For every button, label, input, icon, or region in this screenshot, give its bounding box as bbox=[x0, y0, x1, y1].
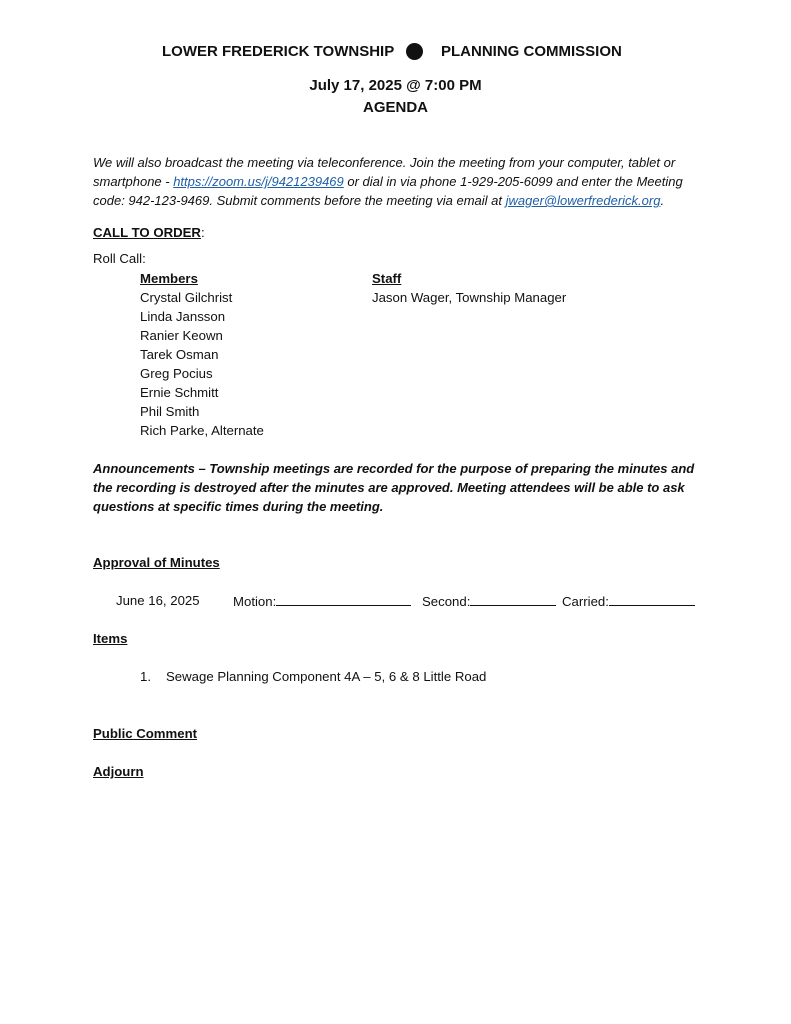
member-name: Rich Parke, Alternate bbox=[140, 423, 264, 438]
minutes-date: June 16, 2025 bbox=[116, 593, 200, 608]
roll-call-label: Roll Call: bbox=[93, 251, 146, 266]
second-label: Second: bbox=[422, 594, 471, 609]
call-to-order-heading bbox=[93, 225, 205, 240]
bullet-dot-icon bbox=[406, 43, 423, 60]
item-text: Sewage Planning Component 4A – 5, 6 & 8 Little Road bbox=[166, 669, 487, 684]
announcements: Announcements – Township meetings are recorded for the purpose of preparing the minutes and the recording is destroyed after the minutes are approved. Meeting attendees will be able to ask questions at specific times during the meeting. bbox=[93, 461, 695, 514]
intro-text: . bbox=[660, 193, 665, 208]
meeting-datetime: July 17, 2025 @ 7:00 PM bbox=[309, 77, 482, 94]
colon: : bbox=[200, 225, 205, 240]
members-heading: Members bbox=[140, 271, 198, 286]
email-link[interactable]: jwager@lowerfrederick.org bbox=[505, 193, 661, 208]
member-name: Linda Jansson bbox=[140, 309, 226, 324]
carried-blank bbox=[609, 593, 695, 606]
member-name: Tarek Osman bbox=[140, 347, 219, 362]
member-name: Ernie Schmitt bbox=[140, 385, 219, 400]
second-field bbox=[422, 593, 556, 609]
staff-name: Jason Wager, Township Manager bbox=[372, 290, 567, 305]
motion-blank bbox=[276, 593, 411, 606]
township-name: LOWER FREDERICK TOWNSHIP bbox=[162, 43, 395, 60]
member-name: Greg Pocius bbox=[140, 366, 213, 381]
section-heading: CALL TO ORDER bbox=[93, 225, 201, 240]
intro-text: or dial in via phone 1-929-205-6099 and enter the Meeting code: 942-123-9469. Submit comments before the meeting via email at bbox=[93, 174, 683, 208]
item-number: 1. bbox=[140, 669, 151, 684]
carried-label: Carried: bbox=[562, 594, 609, 609]
motion-label: Motion: bbox=[233, 594, 277, 609]
intro-text: We will also broadcast the meeting via teleconference. Join the meeting from your computer, tablet or smartphone - bbox=[93, 155, 676, 189]
teleconference-notice bbox=[93, 153, 713, 210]
second-blank bbox=[470, 593, 556, 606]
adjourn-heading: Adjourn bbox=[93, 764, 144, 779]
zoom-link[interactable]: https://zoom.us/j/9421239469 bbox=[173, 174, 344, 189]
document-title bbox=[0, 41, 791, 63]
public-comment-heading: Public Comment bbox=[93, 726, 198, 741]
staff-heading: Staff bbox=[372, 271, 402, 286]
commission-name: PLANNING COMMISSION bbox=[441, 43, 622, 60]
member-name: Crystal Gilchrist bbox=[140, 290, 233, 305]
motion-field bbox=[233, 593, 411, 609]
carried-field bbox=[562, 593, 695, 609]
agenda-label: AGENDA bbox=[362, 99, 428, 116]
approval-of-minutes-heading: Approval of Minutes bbox=[93, 555, 220, 570]
member-name: Phil Smith bbox=[140, 404, 200, 419]
member-name: Ranier Keown bbox=[140, 328, 223, 343]
items-heading: Items bbox=[93, 631, 128, 646]
